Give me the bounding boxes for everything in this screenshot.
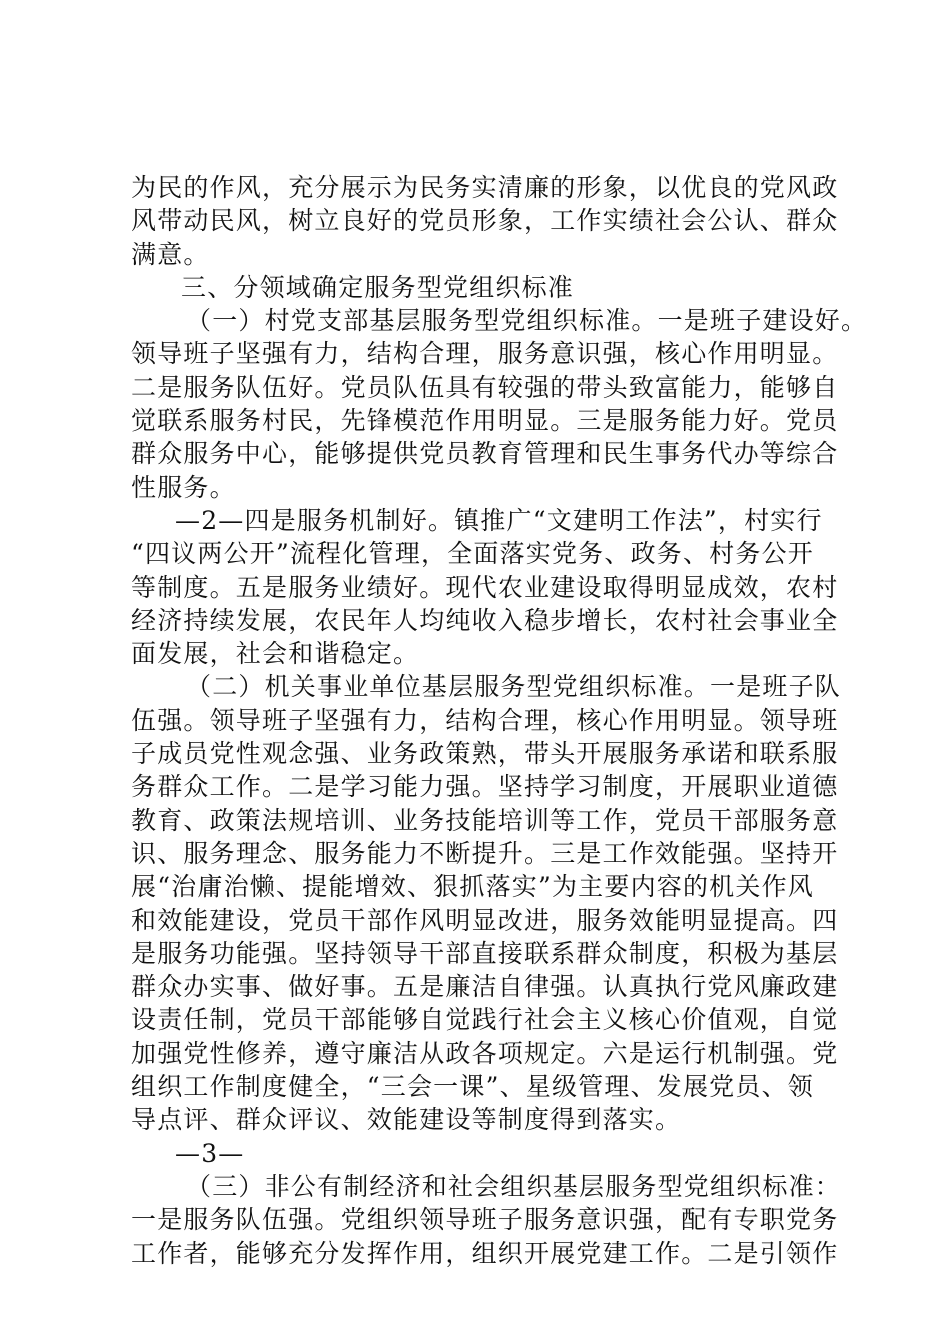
text-line: 群众服务中心，能够提供党员教育管理和民生事务代办等综合	[131, 439, 839, 469]
text-line: 设责任制，党员干部能够自觉践行社会主义核心价值观，自觉	[131, 1005, 839, 1035]
document-body	[131, 171, 868, 1270]
text-line: “四议两公开”流程化管理，全面落实党务、政务、村务公开	[131, 539, 814, 569]
text-line: 等制度。五是服务业绩好。现代农业建设取得明显成效，农村	[131, 572, 839, 602]
text-line: 觉联系服务村民，先锋模范作用明显。三是服务能力好。党员	[131, 406, 839, 436]
text-line: 三、分领域确定服务型党组织标准	[181, 272, 575, 302]
text-line: 组织工作制度健全，“三会一课”、星级管理、发展党员、领	[131, 1072, 814, 1102]
text-line: 经济持续发展，农民年人均纯收入稳步增长，农村社会事业全	[131, 605, 839, 635]
text-line: 一是服务队伍强。党组织领导班子服务意识强，配有专职党务	[131, 1205, 839, 1235]
text-line: 教育、政策法规培训、业务技能培训等工作，党员干部服务意	[131, 805, 839, 835]
text-line: 工作者，能够充分发挥作用，组织开展党建工作。二是引领作	[131, 1238, 839, 1268]
text-line: 性服务。	[131, 472, 236, 502]
text-line: （二）机关事业单位基层服务型党组织标准。一是班子队	[186, 672, 842, 702]
text-line: 务群众工作。二是学习能力强。坚持学习制度，开展职业道德	[131, 772, 839, 802]
text-line: —3—	[175, 1138, 245, 1168]
text-line: 展“治庸治懒、提能增效、狠抓落实”为主要内容的机关作风	[131, 872, 814, 902]
text-line: 导点评、群众评议、效能建设等制度得到落实。	[131, 1105, 682, 1135]
text-line: 满意。	[131, 239, 210, 269]
text-line: 二是服务队伍好。党员队伍具有较强的带头致富能力，能够自	[131, 372, 839, 402]
text-line: 是服务功能强。坚持领导干部直接联系群众制度，积极为基层	[131, 938, 839, 968]
text-line: （一）村党支部基层服务型党组织标准。一是班子建设好。	[186, 306, 868, 336]
text-line: 子成员党性观念强、业务政策熟，带头开展服务承诺和联系服	[131, 739, 839, 769]
text-line: 群众办实事、做好事。五是廉洁自律强。认真执行党风廉政建	[131, 972, 839, 1002]
text-line: 和效能建设，党员干部作风明显改进，服务效能明显提高。四	[131, 905, 839, 935]
text-line: 加强党性修养，遵守廉洁从政各项规定。六是运行机制强。党	[131, 1038, 839, 1068]
text-line: （三）非公有制经济和社会组织基层服务型党组织标准：	[186, 1171, 842, 1201]
text-line: 风带动民风，树立良好的党员形象，工作实绩社会公认、群众	[131, 206, 839, 236]
text-line: 面发展，社会和谐稳定。	[131, 639, 420, 669]
text-line: 领导班子坚强有力，结构合理，服务意识强，核心作用明显。	[131, 339, 839, 369]
text-line: 为民的作风，充分展示为民务实清廉的形象，以优良的党风政	[131, 173, 839, 202]
text-line: —2—四是服务机制好。镇推广“文建明工作法”，村实行	[175, 505, 823, 535]
text-line: 伍强。领导班子坚强有力，结构合理，核心作用明显。领导班	[131, 705, 839, 735]
text-line: 识、服务理念、服务能力不断提升。三是工作效能强。坚持开	[131, 838, 839, 868]
